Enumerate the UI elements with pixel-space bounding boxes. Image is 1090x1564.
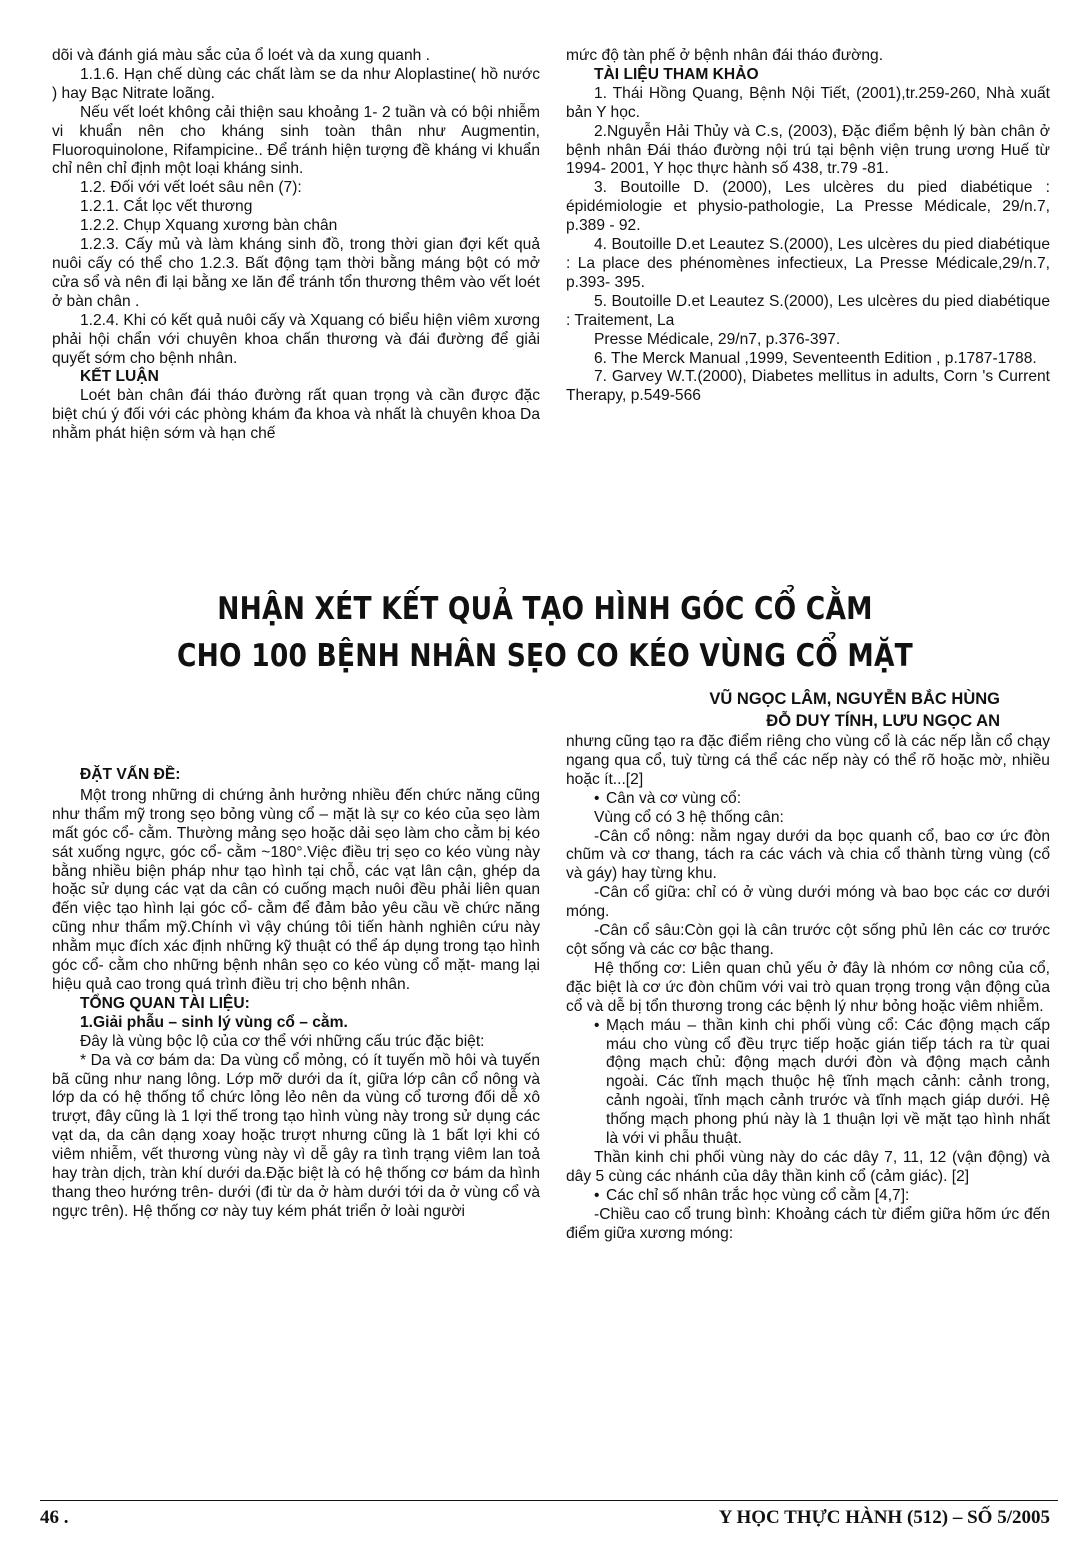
paragraph: -Chiều cao cổ trung bình: Khoảng cách từ điểm giữa hõm ức đến điểm giữa xương móng: (566, 1205, 1050, 1242)
bullet-item: • Mạch máu – thần kinh chi phối vùng cổ: Các động mạch cấp máu cho vùng cổ đều trực tiếp hoặc gián tiếp tách ra từ quai động mạch chủ: động mạch dưới đòn và động mạch cảnh ngoài. Các tĩnh mạch thuộc hệ tĩnh mạch cảnh: cảnh trong, cảnh ngoài, tĩnh mạch cảnh trước và tĩnh mạch giáp dưới. Hệ thống mạch phong phú này là 1 thuận lợi về mặt tạo hình nhất là với vi phẫu thuật. (566, 1017, 1050, 1149)
paragraph: -Cân cổ giữa: chỉ có ở vùng dưới móng và bao bọc các cơ dưới móng. (566, 884, 1050, 921)
section-heading: ĐẶT VẤN ĐỀ: (80, 766, 181, 783)
paragraph: mức độ tàn phế ở bệnh nhân đái tháo đường. (566, 47, 884, 64)
paragraph: nhưng cũng tạo ra đặc điểm riêng cho vùng cổ là các nếp lằn cổ chạy ngang qua cổ, tuỳ từng cá thể các nếp này có thể rõ hoặc mờ, nhiều hoặc ít...[2] (566, 733, 1050, 788)
previous-article-left-column (52, 47, 540, 444)
bullet-item: • Cân và cơ vùng cổ: (566, 790, 1050, 809)
section-heading: KẾT LUẬN (80, 368, 159, 386)
article-title-line: CHO 100 BỆNH NHÂN SẸO CO KÉO VÙNG CỔ MẶT (177, 637, 913, 675)
section-heading: TỔNG QUAN TÀI LIỆU: (80, 994, 250, 1012)
paragraph: Hệ thống cơ: Liên quan chủ yếu ở đây là nhóm cơ nông của cổ, đặc biệt là cơ ức đòn chũm với vai trò quan trọng trong vận động của cổ và dễ bị tổn thương trong các bệnh lý như bỏng hoặc viêm nhiễm. (566, 959, 1050, 1015)
paragraph: -Cân cổ sâu:Còn gọi là cân trước cột sống phủ lên các cơ trước cột sống và các cơ bậc thang. (566, 922, 1050, 958)
paragraph: 1.2.3. Cấy mủ và làm kháng sinh đồ, trong thời gian đợi kết quả nuôi cấy có thể cho 1.2.3. Bất động tạm thời bằng máng bột có mở cửa sổ và nên đi lại bằng xe lăn để tránh tổn thương thêm vào vết loét ở bàn chân . (52, 236, 540, 310)
reference-item: 1. Thái Hồng Quang, Bệnh Nội Tiết, (2001),tr.259-260, Nhà xuất bản Y học. (566, 84, 1050, 121)
paragraph: * Da và cơ bám da: Da vùng cổ mỏng, có ít tuyến mồ hôi và tuyến bã cũng như nang lông. Lớp mỡ dưới da ít, giữa lớp cân cổ nông và lớp da có hệ thống tổ chức lỏng lẻo nên da vùng cổ tương đối dễ xô trượt, đây cũng là 1 lợi thế trong tạo hình vùng này trong sử dụng các vạt da, da cân dạng xoay hoặc trượt nhưng cũng là 1 bất lợi khi có viêm nhiễm, vết thương vùng này vì dễ gây ra tình trạng viêm lan toả hay tràn dịch, tràn khí dưới da.Đặc biệt là có hệ thống cơ bám da hình thang theo hướng trên- dưới (đi từ da ở hàm dưới tới da ở vùng cổ và ngực trên). Hệ thống cơ này tuy kém phát triển ở loài người (52, 1051, 540, 1220)
paragraph: 1.1.6. Hạn chế dùng các chất làm se da như Aloplastine( hồ nước ) hay Bạc Nitrate loãng. (52, 65, 540, 102)
paragraph: Loét bàn chân đái tháo đường rất quan trọng và cần được đặc biệt chú ý đối với các phòng khám đa khoa và nhất là chuyên khoa Da nhằm phát hiện sớm và hạn chế (52, 387, 540, 443)
footer-divider (40, 1500, 1058, 1501)
paragraph: Đây là vùng bộc lộ của cơ thể với những cấu trúc đặc biệt: (80, 1032, 485, 1050)
article-title-line: NHẬN XÉT KẾT QUẢ TẠO HÌNH GÓC CỔ CẰM (217, 590, 873, 628)
reference-item: 6. The Merck Manual ,1999, Seventeenth Edition , p.1787-1788. (594, 349, 1037, 367)
paragraph: Nếu vết loét không cải thiện sau khoảng 1- 2 tuần và có bội nhiễm vi khuẩn nên cho kháng sinh toàn thân như Augmentin, Fluoroquinolone, Rifampicine.. Để tránh hiện tượng đề kháng vi khuẩn chỉ nên chỉ định một loại kháng sinh. (52, 103, 540, 178)
paragraph: Thần kinh chi phối vùng này do các dây 7, 11, 12 (vận động) và dây 5 cùng các nhánh của dây thần kinh cổ (cảm giác). [2] (566, 1148, 1050, 1185)
article-title (0, 586, 1090, 680)
bullet-item: • Các chỉ số nhân trắc học vùng cổ cằm [4,7]: (566, 1187, 1050, 1206)
paragraph: Một trong những di chứng ảnh hưởng nhiều đến chức năng cũng như thẩm mỹ trong sẹo bỏng vùng cổ – mặt là sự co kéo của sẹo làm mất góc cổ- cằm. Thường mảng sẹo hoặc dải sẹo làm cho cằm bị kéo sát xuống ngực, góc cổ- cằm ~180°.Việc điều trị sẹo co kéo vùng này bằng nhiều biện pháp như tạo hình tại chỗ, các vạt lân cận, ghép da hoặc sử dụng các vạt da cân có cuống mạch nuôi đều phải liên quan đến việc tạo hình lại góc cổ- cằm để đảm bảo yêu cầu về chức năng cũng như thẩm mỹ.Chính vì vậy chúng tôi tiến hành nghiên cứu này nhằm mục đích xác định những kỹ thuật có thể áp dụng trong tạo hình góc cổ- cằm cho những bệnh nhân sẹo co kéo vùng cổ mặt- mang lại hiệu quả cao trong quá trình điều trị cho bệnh nhân. (52, 786, 540, 993)
previous-article-right-column (566, 47, 1050, 406)
paragraph: 1.2.4. Khi có kết quả nuôi cấy và Xquang có biểu hiện viêm xương phải hội chẩn với chuyên khoa chấn thương và đái đường để giải quyết sớm cho bệnh nhân. (52, 311, 540, 367)
reference-item: 3. Boutoille D. (2000), Les ulcères du pied diabétique : épidémiologie et physio-pathologie, La Presse Médicale, 29/n.7, p.389 - 92. (566, 179, 1050, 235)
authors-line: VŨ NGỌC LÂM, NGUYỄN BẮC HÙNG (709, 690, 1000, 708)
paragraph: 1.2.2. Chụp Xquang xương bàn chân (80, 217, 338, 235)
reference-item: 7. Garvey W.T.(2000), Diabetes mellitus in adults, Corn 's Current Therapy, p.549-566 (566, 368, 1050, 405)
page-number: 46 . (40, 1507, 69, 1528)
article-left-column (52, 766, 540, 1222)
paragraph: 1.2. Đối với vết loét sâu nên (7): (80, 179, 302, 197)
subsection-heading: 1.Giải phẫu – sinh lý vùng cổ – cằm. (80, 1013, 348, 1031)
paragraph: dõi và đánh giá màu sắc của ổ loét và da xung quanh . (52, 47, 430, 64)
references-heading: TÀI LIỆU THAM KHẢO (594, 65, 759, 83)
paragraph: Vùng cổ có 3 hệ thống cân: (594, 808, 784, 826)
paragraph: 1.2.1. Cắt lọc vết thương (80, 198, 253, 216)
article-authors (560, 688, 1000, 732)
reference-item: 5. Boutoille D.et Leautez S.(2000), Les ulcères du pied diabétique : Traitement, La (566, 292, 1050, 329)
reference-item: 2.Nguyễn Hải Thủy và C.s, (2003), Đặc điểm bệnh lý bàn chân ở bệnh nhân Đái tháo đường nội trú tại bệnh viện trung ương Huế từ 1994- 2001, Y học thực hành số 438, tr.79 -81. (566, 122, 1050, 178)
paragraph: -Cân cổ nông: nằm ngay dưới da bọc quanh cổ, bao cơ ức đòn chũm và cơ thang, tách ra các vách và chia cổ thành từng vùng (cổ và gáy) hay từng khu. (566, 827, 1050, 883)
journal-issue: Y HỌC THỰC HÀNH (512) – SỐ 5/2005 (718, 1507, 1050, 1528)
article-right-column (566, 733, 1050, 1243)
reference-item: 4. Boutoille D.et Leautez S.(2000), Les ulcères du pied diabétique : La place des phénomènes infectieux, La Presse Médicale,29/n.7, p.393- 395. (566, 236, 1050, 291)
reference-item: Presse Médicale, 29/n7, p.376-397. (594, 330, 841, 348)
authors-line: ĐỖ DUY TÍNH, LƯU NGỌC AN (766, 712, 1000, 730)
